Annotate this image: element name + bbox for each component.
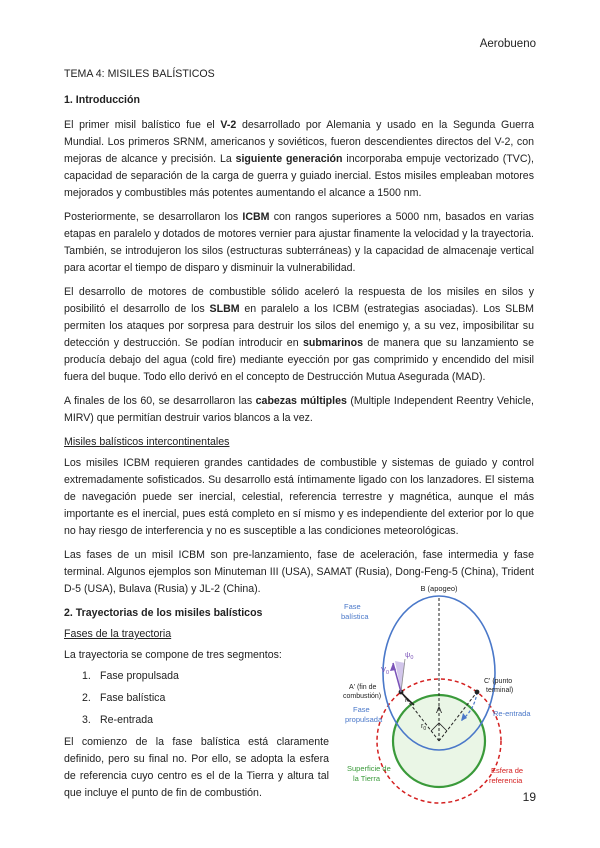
psi0-label: $\psi_0$ [405,650,414,661]
ballistic-phase-label-1: Fase [344,602,361,611]
list-item: 1. Fase propulsada [82,670,179,682]
v0-label: $V_0$ [381,665,390,676]
earth-label-1: Superficie de [347,764,391,773]
trajectory-diagram [339,584,539,813]
paragraph-3: El desarrollo de motores de combustible sólido aceleró la respuesta de los misiles en silos y posibilitó el desarrollo de los SLBM en paralelo a los ICBM (estrategias asociadas). Los SLBM permiten los ataques por sorpresa para destruir los silos del enemigo y, a su vez, imposibilitar su detección y destrucción. Se podían introducir en submarinos de manera que su lanzamiento se producía debajo del agua (cold fire) mediante eyección por gas comprimido y encendido del misil fuera del buque. Todo ello derivó en el concepto de Destrucción Mutua Asegurada (MAD). [64,286,534,383]
burnout-label-2: combustión) [343,693,382,700]
section-1-heading: 1. Introducción [64,94,140,106]
subheading-phases: Fases de la trayectoria [64,628,172,640]
header-brand: Aerobueno [479,38,536,50]
ballistic-phase-label-2: balística [341,612,369,621]
topic-title: TEMA 4: MISILES BALÍSTICOS [64,68,215,80]
terminal-label-1: C' (punto [484,678,513,685]
paragraph-7: El comienzo de la fase balística está claramente definido, pero su final no. Por ello, se adopta la esfera de referencia cuyo centro es el de la Tierra y altura tal que incluye el punto de fin de combustión. [64,736,329,799]
section-2-heading: 2. Trayectorias de los misiles balísticos [64,607,263,619]
sphere-label-2: referencia [489,776,523,785]
list-intro: La trayectoria se compone de tres segmentos: [64,649,282,661]
subheading-icbm: Misiles balísticos intercontinentales [64,436,230,448]
paragraph-6: Las fases de un misil ICBM son pre-lanzamiento, fase de aceleración, fase intermedia y fase terminal. Algunos ejemplos son Minuteman III (USA), SAMAT (Rusia), Dong-Feng-5 (China), Trident D-5 (USA), Bulava (Rusia) y JL-2 (China). [64,549,534,595]
sphere-label-1: Esfera de [491,766,524,775]
page-content [64,66,534,809]
r0-label: $r_0$ [421,723,427,732]
section-2 [64,584,534,802]
paragraph-5: Los misiles ICBM requieren grandes cantidades de combustible y sistemas de guiado y control extremadamente sofisticados. Su desarrollo está íntimamente ligado con los lanzadores. El sistema de navegación puede ser inercial, celestial, referencia terrestre y magnética, aunque el más importante es el inercial, pues está completo en sí mismo y es independiente del exterior por lo que no hay riesgo de interferencia y no es susceptible a las condiciones meteorológicas. [64,457,534,537]
velocity-arrowhead [390,663,396,671]
apogee-label: B (apogeo) [420,584,458,593]
terminal-label-2: terminal) [486,687,514,694]
paragraph-1: El primer misil balístico fue el V-2 desarrollado por Alemania y usado en la Segunda Guerra Mundial. Los primeros SRNM, americanos y soviéticos, fueron descendientes directos del V-2, con mejoras de alcance y precisión. La siguiente generación incorporaba empuje vectorizado (TVC), capacidad de separación de la carga de guerra y guiado inercial. Estos misiles empleaban motores mejorados y combustibles más potentes aumentando el alcance a 1500 nm. [64,119,534,199]
burnout-label-1: A' (fin de [349,684,377,691]
earth-label-2: la Tierra [353,774,381,783]
h-label: h [405,697,409,704]
terminal-point [475,690,480,695]
page-number: 19 [522,790,536,804]
paragraph-4: A finales de los 60, se desarrollaron las cabezas múltiples (Multiple Independent Reentry Vehicle, MIRV) que permitían destruir varios blancos a la vez. [64,395,534,424]
list-item: 3. Re-entrada [82,714,153,726]
propelled-label-1: Fase [353,705,370,714]
lambda-label: Λ [435,705,443,715]
propelled-label-2: propulsada [345,715,383,724]
list-item: 2. Fase balística [82,692,166,704]
paragraph-2: Posteriormente, se desarrollaron los ICBM con rangos superiores a 5000 nm, basados en varias etapas en paralelo y dotados de motores vernier para ajustar finamente la velocidad y la trayectoria. También, se introdujeron los silos (estructuras subterráneas) y la capacidad de almacenaje vertical para acortar el tiempo de disparo y disminuir la vulnerabilidad. [64,211,534,274]
reentry-label: Re-entrada [493,709,531,718]
phase-list [64,668,329,729]
